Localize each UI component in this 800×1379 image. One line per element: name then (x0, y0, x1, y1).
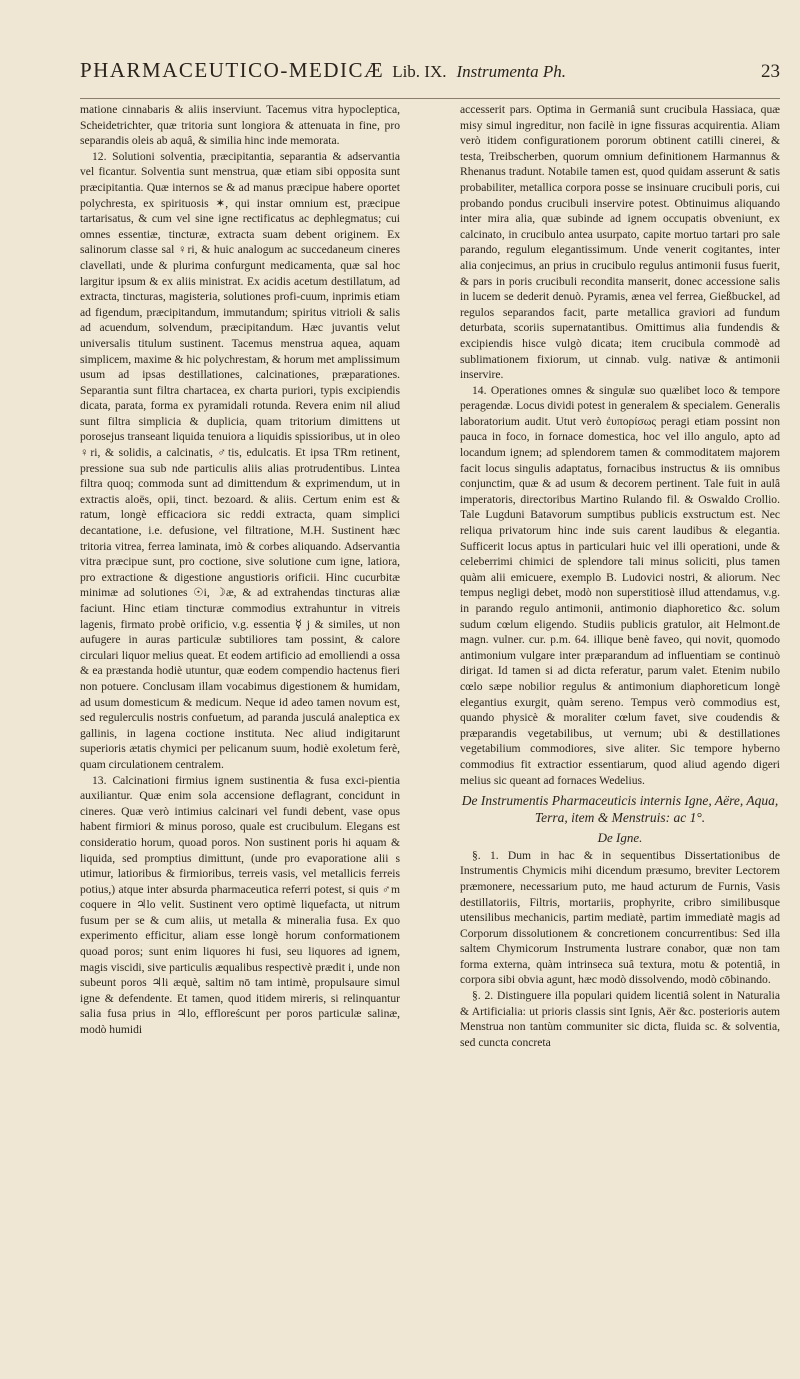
paragraph: §. 1. Dum in hac & in sequentibus Dissertationibus de Instrumentis Chymicis mihi dicendum præsumo, breviter Lectorem præmonere, necessarium puto, me haud acturum de Furnis, Vasis destillatoriis, Filtris, mortariis, prophyrite, cribro similibusque utensilibus mechanicis, partim mediatè, partim immediatè magis ad Corporum dissolutionem & concretionem concurrentibus: Sed illa saltem Chymicorum Instrumenta lustrare conabor, quæ non tam forma externa, quàm intrinseca suâ textura, motu & potentiâ, in corpora sibi obvia agunt, hæc modò dissolvendo, modò cōbinando. (460, 848, 780, 987)
page-header (80, 58, 780, 99)
section-heading: De Instrumentis Pharmaceuticis internis Igne, Aëre, Aqua, Terra, item & Menstruis: ac 1°. (461, 793, 779, 826)
book-number: Lib. IX. (392, 62, 447, 81)
running-head: PHARMACEUTICO-MEDICÆ (80, 58, 385, 82)
section-subheading: De Igne. (597, 830, 643, 846)
paragraph: 13. Calcinationi firmius ignem sustinentia & fusa exci-pientia auxiliantur. Quæ enim sola accensione deflagrant, concidunt in cineres. Quæ verò intimius calcinari vel fundi debent, vase opus habent firmiori & minus poroso, quale est crucibulum. Elegans est consideratio horum, quoad poros. Non sustinent poris hi aquam & liquida, sed promptius dimittunt, (unde pro evaporatione alii s utimur, latioribus & firmioribus, terreis vasis, vel metallicis ferreis potius,) atque inter absurda pharmaceutica referri potest, si quis ♂m coquere in ♃lo velit. Sustinent vero optimè liquefacta, ut nitrum fusum per se & cum aliis, ut metalla & mineralia fusa. Ex quo experimento efficitur, aliam esse longè horum conformationem quoad poros; sunt enim liquores hi fusi, seu liquores ad ignem, magis viscidi, sive particulis æqualibus respectivè prædit i, unde non subeunt poros ♃li æquè, saltim nō tam intimè, propulsaure simul igne & defendente. Et tamen, quod itidem mireris, si relinquantur salia fusa prius in ♃lo, effloreścunt per poros particulæ salinæ, modò humidi (80, 773, 400, 1037)
right-column (460, 102, 780, 1362)
left-column (80, 102, 400, 1362)
paragraph: 14. Operationes omnes & singulæ suo quælibet loco & tempore peragendæ. Locus dividi potest in generalem & specialem. Generalis laboratorium audit. Utut verò ἐυπορίσως peragi etiam possint non pauca in foco, in fornace domestica, hoc vel illo angulo, apto ad locandum ignem; ad splendorem tamen & commoditatem majorem facit locus singulis adaptatus, fornacibus instructus & iis omnibus conjunctim, quæ & ad usum & decorem pertinent. Tale fuit in aulâ imperatoris, directoribus Martino Rulando fil. & Oswaldo Crollio. Tale Lugduni Batavorum sumptibus publicis exstructum est. Nec reliqua privatorum hinc inde suis carent laudibus & elegantia. Sufficerit locus aptus in particulari huic vel illi operationi, unde & celeberrimi chimici de splendore tali minus soliciti, plus tamen quàm alii emicuere, exemplo B. Ludovici nostri, & aliorum. Nec tempus negligi debet, modò non superstitiosè illud attendamus, v.g. in parando regulo antimonii, antimonio diaphoretico &c. solum sudum cœlum eligendo. Studiis publicis gratulor, ait Helmont.de magn. vulner. cur. p.m. 64. illique benè faveo, qui novit, quomodo antimonium vulgare inter præparandum ad influentiam se continuò dirigat. Id tamen si ad dicta referatur, parum valet. Etenim nubilo cœlo sæpe nobilior regulus & antimonium diaphoreticum longè elegantius exurgit, quàm sereno. Tempus verò commodius est, quando physicè & moraliter cœlum favet, sive coudendis & præparandis vegetabilibus, ut vernum; ubi & destillationes vegetabilium commodiores, sive aliter. Sic tempore hyberno commodius fit extractior essentiarum, quod aliud agendo digeri melius sic queant ad fornaces Wedelius. (460, 383, 780, 787)
paragraph: accesserit pars. Optima in Germaniâ sunt crucibula Hassiaca, quæ misy simul ingreditur, non facilè in igne fissuras acquirentia. Aliam verò itidem configurationem pororum obtinent catilli cinerei, & testa, Treibscherben, quorum omnium definitionem Harmannus & Rhenanus tradunt. Notabile tamen est, quod quidam asserunt & satis probabiliter, metallica corpora posse se insinuare crucibuli poris, cui probando pondus crucibuli inservire potest. Obtinuimus aliquando inter mira alia, quæ subinde ad ignem occupatis obveniunt, ex calcinato, in crucibulo antea usurpato, capite mortuo tartari pro sale parando, regulum elegantissimum. Unde venerit cogitantes, inter alia conjecimus, an prius in crucibulo regulus antimonii fusus fuerit, & pars in poris crucibuli recondita manserit, donec accessione salis in lucem se dederit denuò. Pyramis, ænea vel ferrea, Gießbuckel, ad regulos separandos facit, parte metallica graviori ad fundum deturbata, scoriis supernatantibus. Omittimus alia fundendis & excipiendis hisce vulgò dicata; item crucibula commodè ad sublimationem fixiorum, ut cinnab. vulg. nativæ & antimonii inservire. (460, 103, 780, 382)
paragraph: §. 2. Distinguere illa populari quidem licentiâ solent in Naturalia & Artificialia: ut prioris classis sint Ignis, Aër &c. posterioris autem Menstrua non tantùm communiter sic dicta, fluida sc. & solventia, sed cuncta concreta (460, 989, 780, 1049)
paragraph: 12. Solutioni solventia, præcipitantia, separantia & adservantia vel ficantur. Solventia sunt menstrua, quæ etiam sibi opposita sunt præcipitantia. Quæ internos se & ad manus præcipue habere oportet polychresta, ex spirituosis ✶, qui instar omnium est, præcipue tartarisatus, & cum vel sine igne rectificatus ac dephlegmatus; cui omnes essentiæ, tincturæ, extracta suam debent originem. Ex salinorum classe sal ♀ri, & huic analogum ac succedaneum cineres clavellati, unde & plurima confurgunt medicamenta, quæ sal hoc largitur ipsum & ex aliis ministrat. Ex acidis acetum destillatum, ad extracta, tincturas, magisteria, solutiones profi-cuum, inprimis etiam ad figendum, præcipitandum, immutandum; spiritus vitrioli & salis ad acuendum, solvendum, præcipitandum. Hæc juvantis velut universalis titulum sustinent. Tacemus menstrua aquea, aquam simplicem, maxime & hic polychrestam, & horum met amplissimum usum ad ipsas destillationes, calcinationes, præparationes. Separantia sunt filtra chartacea, ex charta puriori, typis excipiendis dicata, parata, forma ex pyramidali rotunda. Revera enim nil aliud sunt filtra simplicia & duplicia, quam tritorium dimittens ut porosejus transeant liquida tenuiora a liquidis spissioribus, ut in oleo ♀ri, & solidis, a calcinatis, ♂tis, edulcatis. Et ipsa TRm retinent, pressione sua sub nde particulis aliis alias protrudentibus. Lintea filtra quoq; commoda sunt ad dimittendum & exprimendum, ut in extractis aloës, opii, tinct. bezoard. & aliis. Certum enim est & ratum, longè efficaciora sic reddi extracta, quam simplici decantatione, i.e. defusione, vel filtratione, M.H. Sustinent hæc tritoria vitrea, ferrea laminata, imò & corbes aliquando. Adservantia vitra præcipue sunt, pro coctione, sive solutione cum igne, latiora, pro extractione & digestione angustioris orificii. Hinc cucurbitæ minimæ ad solutiones ☉i, ☽æ, & ad extrahendas tincturas aliæ faciunt. Hinc etiam tincturæ commodius extrahuntur in vitreis lagenis, firmato probè orificio, v.g. essentia ☿ j & similes, ut non aufugere in auras particulæ subtiliores tam possint, & calore circulari liquor melius queat. Et eodem artificio ad emolliendi a ossa & ea præstanda hodiè utuntur, quæ eodem compendio hactenus fieri non potuere. Conclusam illam vocabimus digestionem & humidam, ad usum domesticum & medicum. Neque id adeo tamen novum est, sed regulerculis nostris confuetum, ad paranda jusculá analeptica ex gallinis, in lagena coctione instituta. Nec aliud indigitarunt superioris ætatis chymici per pelicanum suum, hodiè exoletum ferè, quam circulationem centralem. (80, 149, 400, 771)
paragraph: matione cinnabaris & aliis inserviunt. Tacemus vitra hypocleptica, Scheidetrichter, quæ tritoria sunt longiora & attenuata in fine, pro separandis oleis ab aquâ, & similia hinc inde memorata. (80, 103, 400, 148)
running-topic: Instrumenta Ph. (456, 62, 567, 81)
page-number: 23 (761, 61, 780, 82)
